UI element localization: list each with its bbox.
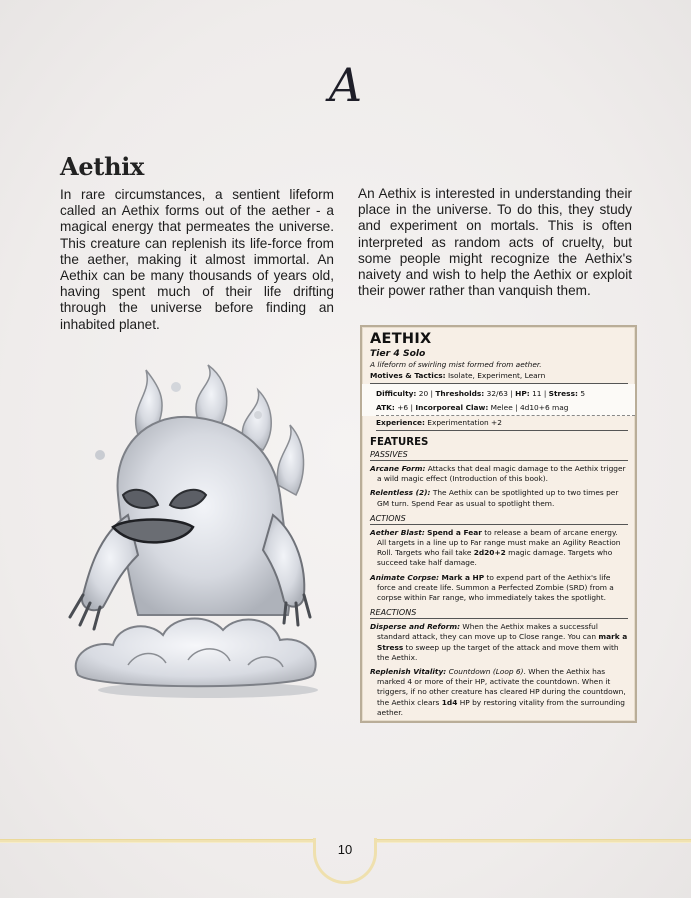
experience-label: Experience: [376, 418, 425, 427]
difficulty-label: Difficulty: [376, 389, 417, 398]
feature-text: to expend part of the Aethix's life force and create life. Summon a Perfected Zombie (SRD) from a corpse within Far range, who immediately takes the spotlight. [377, 572, 614, 603]
feature-replenish-vitality [370, 667, 628, 718]
experience-row [376, 416, 628, 431]
stat-block [360, 325, 637, 723]
features-heading: FEATURES [370, 437, 429, 448]
feature-text: to release a beam of arcane energy. All targets in a line up to Far range must make an Agility Reaction Roll. Targets who fail take [377, 527, 621, 558]
footer-rule-left [0, 839, 315, 843]
attack-row: ATK: +6 | Incorporeal Claw: Melee | 4d10+6 mag [376, 401, 635, 416]
feature-arcane-form [370, 464, 628, 484]
difficulty-value: 20 [418, 389, 429, 398]
section-passives: PASSIVES [370, 449, 628, 461]
feature-countdown: Countdown (Loop 6) [448, 667, 524, 677]
feature-name: Relentless (2): [370, 488, 431, 498]
feature-name: Aether Blast: [370, 527, 425, 537]
feature-cost: Mark a HP [441, 572, 485, 582]
feature-name: Animate Corpse: [370, 572, 440, 582]
feature-aether-blast [370, 528, 628, 569]
feature-text: . When the Aethix has marked 4 or more of their HP, activate the countdown. When it triggers, if no other creature has cleared HP during the countdown, the Aethix clears [377, 667, 626, 707]
feature-name: Replenish Vitality: [370, 667, 447, 677]
motives-tactics [370, 370, 628, 384]
feature-text: HP by restoring vitality from the surrounding aether. [377, 697, 625, 717]
section-reactions: REACTIONS [370, 607, 628, 619]
intro-paragraph-left: In rare circumstances, a sentient lifeform called an Aethix forms out of the aether - a magical energy that permeates the universe. This creature can replenish its life-force from the aether, making it almost immortal. An Aethix can be many thousands of years old, having spent much of their life drifting through the universe before finding an inhabited planet. [60, 187, 334, 332]
section-actions: ACTIONS [370, 513, 628, 525]
feature-dice: 1d4 [441, 697, 458, 707]
mist-droplet [254, 411, 262, 419]
weapon-damage: 4d10+6 mag [519, 403, 569, 412]
feature-name: Arcane Form: [370, 464, 426, 473]
mist-droplet [171, 382, 181, 392]
feature-cost: mark a Stress [377, 632, 628, 652]
feature-disperse-reform [370, 622, 628, 663]
feature-text: Attacks that deal magic damage to the Aethix trigger a wild magic effect (Introduction of this book). [377, 464, 626, 484]
stat-block-name: AETHIX [370, 331, 432, 347]
atk-label: ATK: [376, 403, 395, 412]
thresholds-value: 32/63 [486, 389, 508, 398]
weapon-label: Incorporeal Claw: [415, 403, 489, 412]
feature-text: magic damage. Targets who succeed take half damage. [377, 548, 613, 568]
motives-label: Motives & Tactics: [370, 371, 446, 380]
feature-animate-corpse [370, 573, 628, 604]
feature-text: to sweep up the target of the attack and move them with the Aethix. [377, 642, 619, 662]
mist-wisp [277, 425, 303, 495]
feature-text: The Aethix can be spotlighted up to two times per GM turn. Spend Fear as usual to spotlight them. [377, 488, 619, 508]
creature-title: Aethix [60, 152, 145, 181]
section-letter: A [328, 58, 363, 112]
stress-label: Stress: [548, 389, 578, 398]
motives-value: Isolate, Experiment, Learn [447, 371, 546, 380]
feature-relentless [370, 488, 628, 508]
stat-block-tier: Tier 4 Solo [370, 348, 426, 359]
thresholds-label: Thresholds: [435, 389, 485, 398]
stat-panel [362, 384, 635, 416]
feature-text: When the Aethix makes a successful standard attack, they can move up to Close range. You can [377, 622, 598, 642]
feature-name: Disperse and Reform: [370, 622, 461, 632]
hp-label: HP: [515, 389, 530, 398]
hp-value: 11 [532, 389, 542, 398]
atk-value: +6 [397, 403, 409, 412]
stats-row: Difficulty: 20 | Thresholds: 32/63 | HP: 11 | Stress: 5 [376, 389, 586, 398]
stat-block-description: A lifeform of swirling mist formed from aether. [370, 360, 542, 369]
experience-value: Experimentation +2 [427, 418, 502, 427]
feature-cost: Spend a Fear [427, 527, 482, 537]
stress-value: 5 [580, 389, 586, 398]
creature-illustration [58, 345, 328, 705]
footer-rule-right [375, 839, 691, 843]
weapon-range: Melee [490, 403, 513, 412]
mist-droplet [95, 450, 105, 460]
feature-damage: 2d20+2 [473, 548, 506, 558]
intro-paragraph-right: An Aethix is interested in understanding their place in the universe. To do this, they study and experiment on mortals. This is often interpreted as random acts of cruelty, but some people might recognize the Aethix's naivety and wish to help the Aethix or exploit their power rather than vanquish them. [358, 186, 632, 299]
page-number: 10 [337, 842, 353, 857]
